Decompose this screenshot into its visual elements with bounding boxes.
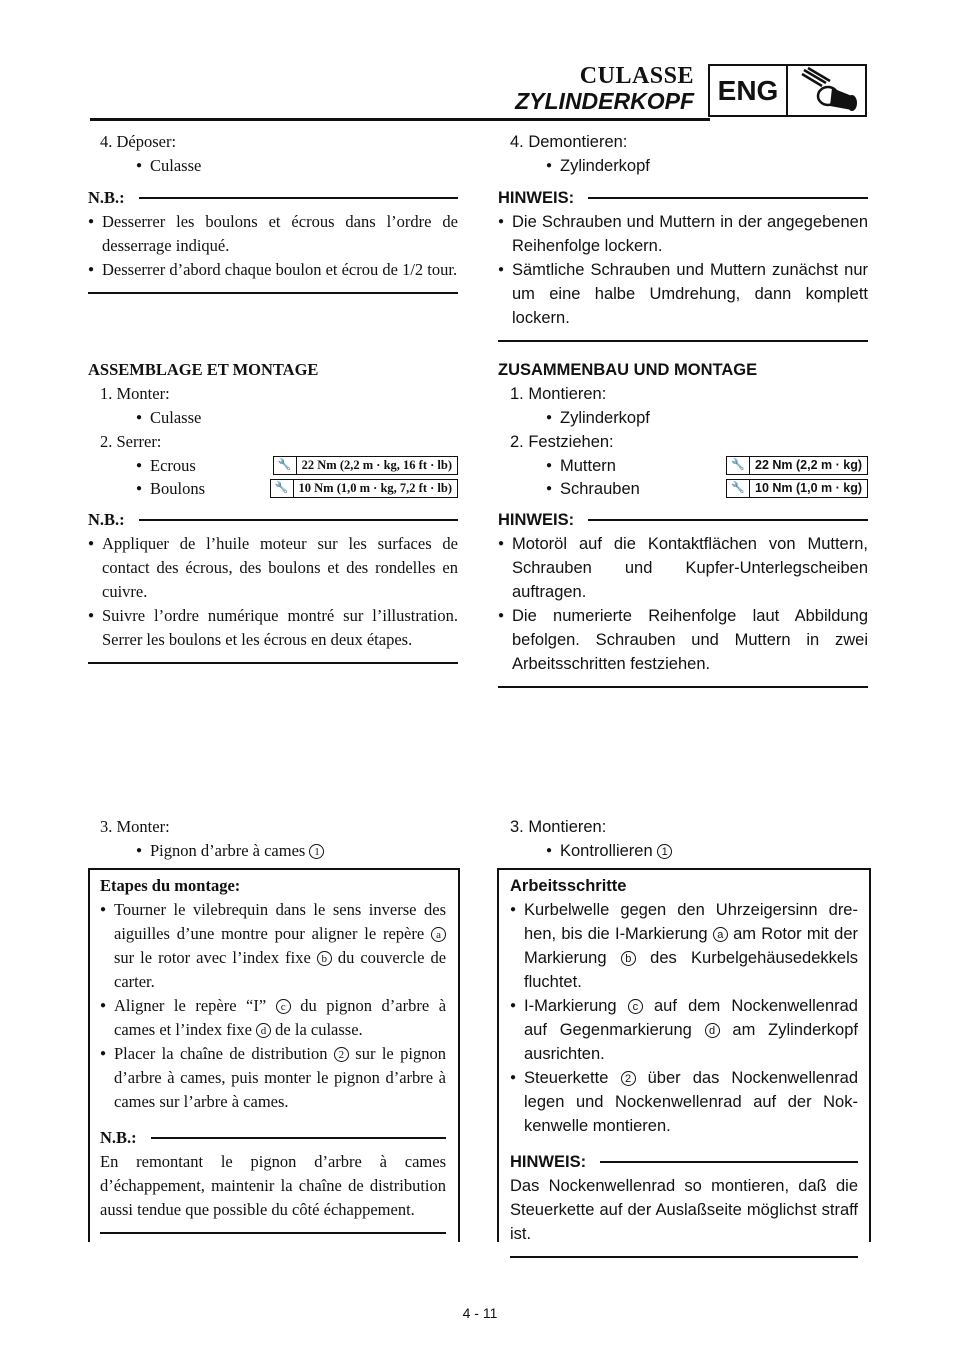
torque-spec (726, 456, 868, 475)
note-bullet: ● Die Schrauben und Muttern in der angegebenen Reihenfolge lockern. (498, 210, 868, 258)
note-bullet: ● Die numerierte Reihenfolge laut Abbildung befolgen. Schrauben und Muttern in zwei Arbeitsschritten festziehen. (498, 604, 868, 676)
german-column (498, 130, 868, 342)
torque-value: 10 Nm (1,0 m · kg) (755, 481, 862, 495)
ref-marker: c (276, 999, 291, 1014)
wrench-icon: 🔧 (727, 457, 750, 474)
ref-marker: 2 (621, 1071, 636, 1086)
torque-item: ● Muttern (498, 454, 616, 478)
note-label: HINWEIS: (498, 511, 575, 529)
note-end-rule (88, 662, 458, 664)
ref-marker: c (628, 999, 643, 1014)
procedure-bullet: ● Steuerkette 2 über das Nockenwellenrad legen und Nockenwellenrad auf der Nokkenwelle montieren. (510, 1066, 858, 1138)
note-heading (498, 508, 868, 532)
step-install-sprocket: 3. Monter: (100, 817, 170, 836)
step-install-item: ● Zylinderkopf (498, 406, 868, 430)
ref-marker: d (705, 1023, 720, 1038)
french-procedure (100, 874, 446, 1234)
german-step3 (498, 815, 868, 863)
ref-marker: 1 (657, 844, 672, 859)
step-install: 1. Montieren: (510, 385, 607, 403)
step-tighten: 2. Festziehen: (510, 433, 614, 451)
torque-value: 10 Nm (1,0 m · kg, 7,2 ft · lb) (298, 481, 452, 495)
ref-marker: 2 (334, 1047, 349, 1062)
note-end-rule (88, 292, 458, 294)
item-text: Pignon d’arbre à cames (150, 841, 306, 860)
procedure-title: Arbeitsschritte (510, 877, 627, 895)
procedure-bullet: ● Tourner le vilebrequin dans le sens inverse des aiguilles d’une montre pour aligner le repère a sur le rotor avec l’index fixe b du couvercle de carter. (100, 898, 446, 994)
step-remove: 4. Déposer: (100, 132, 177, 151)
note-bullet: ● Suivre l’ordre numérique montré sur l’illustration. Serrer les boulons et les écrous en deux étapes. (88, 604, 458, 652)
note-bullet: ● Motoröl auf die Kontaktflächen von Muttern, Schrauben und Kupfer-Unterlegscheiben auftragen. (498, 532, 868, 604)
note-bullet: ● Appliquer de l’huile moteur sur les surfaces de contact des écrous, des boulons et des rondelles en cuivre. (88, 532, 458, 604)
procedure-bullet: ● I-Markierung c auf dem Nockenwellenrad auf Gegenmarkierung d am Zylinderkopf ausrichten. (510, 994, 858, 1066)
header-title-fr: CULASSE (579, 63, 694, 89)
torque-item: ● Boulons (88, 477, 205, 501)
section-title: ASSEMBLAGE ET MONTAGE (88, 360, 319, 379)
note-text: Das Nockenwellenrad so montieren, daß die Steuerkette auf der Auslaßseite möglichst straff ist. (510, 1177, 858, 1243)
torque-spec (270, 479, 458, 498)
torque-item: ● Ecrous (88, 454, 196, 478)
note-end-rule (498, 340, 868, 342)
ref-marker: 1 (309, 844, 324, 859)
note-heading (100, 1126, 446, 1150)
french-step3 (88, 815, 458, 863)
section-badge: ENG (708, 64, 788, 117)
item-text: Kontrollieren (560, 842, 653, 860)
note-heading (510, 1150, 858, 1174)
note-bullet: ● Desserrer les boulons et écrous dans l’ordre de desserrage indiqué. (88, 210, 458, 258)
note-end-rule (510, 1256, 858, 1258)
step-install-item: ● Culasse (88, 406, 458, 430)
note-label: HINWEIS: (510, 1153, 587, 1171)
procedure-bullet: ● Placer la chaîne de distribution 2 sur le pignon d’arbre à cames, puis monter le pignon d’arbre à cames sur l’arbre à cames. (100, 1042, 446, 1114)
wrench-icon: 🔧 (274, 457, 297, 474)
procedure-bullet: ● Aligner le repère “I” c du pignon d’arbre à cames et l’index fixe d de la culasse. (100, 994, 446, 1042)
note-heading (88, 508, 458, 532)
step-install-sprocket-item (88, 839, 458, 863)
torque-spec (726, 479, 868, 498)
note-end-rule (498, 686, 868, 688)
step-install-sprocket: 3. Montieren: (510, 818, 607, 836)
note-text: En remontant le pignon d’arbre à cames d’échappement, maintenir la chaîne de distribution aussi tendue que possible du côté échappement. (100, 1152, 446, 1219)
torque-value: 22 Nm (2,2 m · kg, 16 ft · lb) (301, 458, 452, 472)
ref-marker: a (431, 927, 446, 942)
step-remove: 4. Demontieren: (510, 133, 628, 151)
wrench-icon: 🔧 (727, 480, 750, 497)
step-remove-item: ● Culasse (88, 154, 458, 178)
step-remove-item: ● Zylinderkopf (498, 154, 868, 178)
procedure-bullet: ● Kurbelwelle gegen den Uhrzeigersinn drehen, bis die I-Markierung a am Rotor mit der Markierung b des Kurbelgehäusedekkels fluchtet. (510, 898, 858, 994)
german-assembly (498, 358, 868, 688)
ref-marker: b (621, 951, 636, 966)
torque-item: ● Schrauben (498, 477, 640, 501)
note-label: N.B.: (88, 188, 125, 207)
french-column (88, 130, 458, 294)
note-label: N.B.: (100, 1128, 137, 1147)
section-title: ZUSAMMENBAU UND MONTAGE (498, 361, 758, 379)
torque-row (88, 454, 458, 477)
header-rule (90, 118, 710, 121)
procedure-title: Etapes du montage: (100, 876, 241, 895)
german-procedure (510, 874, 858, 1258)
step-tighten: 2. Serrer: (100, 432, 162, 451)
note-label: N.B.: (88, 510, 125, 529)
ref-marker: b (317, 951, 332, 966)
note-heading (498, 186, 868, 210)
torque-spec (273, 456, 458, 475)
torque-row (88, 477, 458, 500)
torque-row (498, 454, 868, 477)
page-number: 4 - 11 (462, 1305, 498, 1321)
note-bullet: ● Sämtliche Schrauben und Muttern zunächst nur um eine halbe Umdrehung, dann komplett lockern. (498, 258, 868, 330)
french-assembly (88, 358, 458, 664)
wrench-icon: 🔧 (271, 480, 294, 497)
note-end-rule (100, 1232, 446, 1234)
torque-value: 22 Nm (2,2 m · kg) (755, 458, 862, 472)
note-heading (88, 186, 458, 210)
torque-row (498, 477, 868, 500)
step-install: 1. Monter: (100, 384, 170, 403)
note-bullet: ● Desserrer d’abord chaque boulon et écrou de 1/2 tour. (88, 258, 458, 282)
ref-marker: a (713, 927, 728, 942)
step-install-sprocket-item (498, 839, 868, 863)
engine-icon (786, 64, 867, 117)
ref-marker: d (256, 1023, 271, 1038)
header-title-de: ZYLINDERKOPF (515, 88, 694, 114)
note-label: HINWEIS: (498, 189, 575, 207)
